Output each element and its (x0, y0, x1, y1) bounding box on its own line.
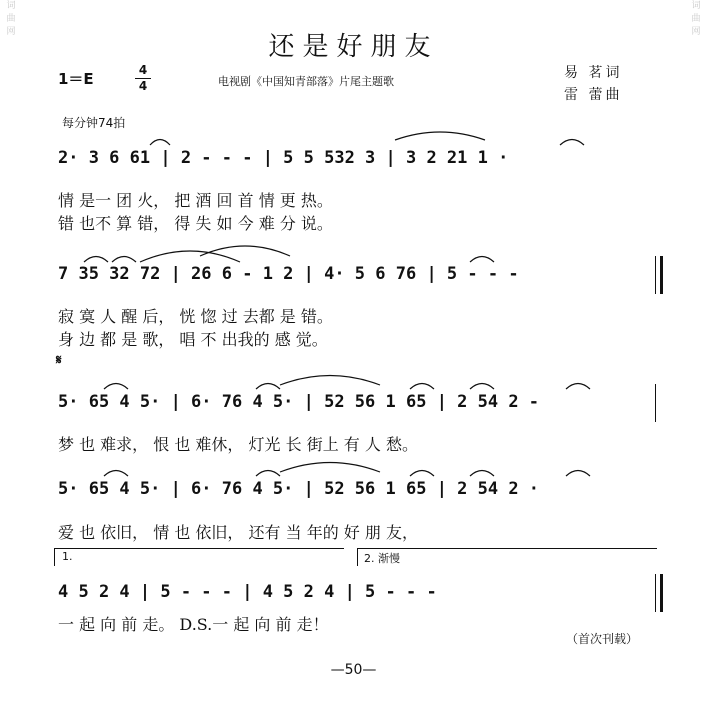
volta-2-label: 2. 渐慢 (364, 552, 400, 565)
watermark-left: 词 曲 网 (6, 1, 16, 37)
composer-credit: 雷 蕾曲 (564, 87, 623, 103)
notes-system-5: 4 5 2 4 | 5 - - - | 4 5 2 4 | 5 - - - (58, 582, 437, 602)
song-title: 还是好朋友 (268, 32, 439, 62)
subtitle: 电视剧《中国知青部落》片尾主题歌 (218, 75, 394, 88)
segno-sign: 𝄋 (56, 353, 62, 368)
notes-system-2: 7 35 32 72 | 26 6 - 1 2 | 4· 5 6 76 | 5 - - - (58, 264, 519, 284)
lyrics-system-1-verse-1: 情 是一 团 火， 把 酒 回 首 情 更 热。 (58, 191, 333, 210)
lyrics-system-2-verse-1: 寂 寞 人 醒 后， 恍 惚 过 去都 是 错。 (58, 307, 333, 326)
time-signature: 4 4 (135, 64, 151, 93)
volta-1-label: 1. (62, 550, 73, 563)
tempo-marking: 每分钟74拍 (62, 116, 126, 130)
lyricist-credit: 易 茗词 (564, 65, 623, 81)
lyrics-system-3: 梦 也 难求， 恨 也 难休， 灯光 长 街上 有 人 愁。 (58, 435, 418, 454)
lyrics-system-2-verse-2: 身 边 都 是 歌， 唱 不 出我的 感 觉。 (58, 330, 328, 349)
first-publication-note: （首次刊载） (566, 632, 639, 646)
watermark-right: 词 曲 网 (691, 1, 701, 37)
notes-system-1: 2· 3 6 61 | 2 - - - | 5 5 532 3 | 3 2 21 1 · (58, 148, 509, 168)
notes-system-4: 5· 65 4 5· | 6· 76 4 5· | 52 56 1 65 | 2 54 2 · (58, 479, 540, 499)
key-signature: 1＝E (58, 70, 94, 88)
lyrics-system-4: 爱 也 依旧， 情 也 依旧， 还有 当 年的 好 朋 友， (58, 523, 418, 542)
lyrics-system-1-verse-2: 错 也不 算 错， 得 失 如 今 难 分 说。 (58, 214, 333, 233)
notes-system-3: 5· 65 4 5· | 6· 76 4 5· | 52 56 1 65 | 2 54 2 - (58, 392, 540, 412)
page-number: —50— (330, 662, 377, 678)
lyrics-system-5: 一 起 向 前 走。 D.S.一 起 向 前 走！ (58, 615, 329, 634)
